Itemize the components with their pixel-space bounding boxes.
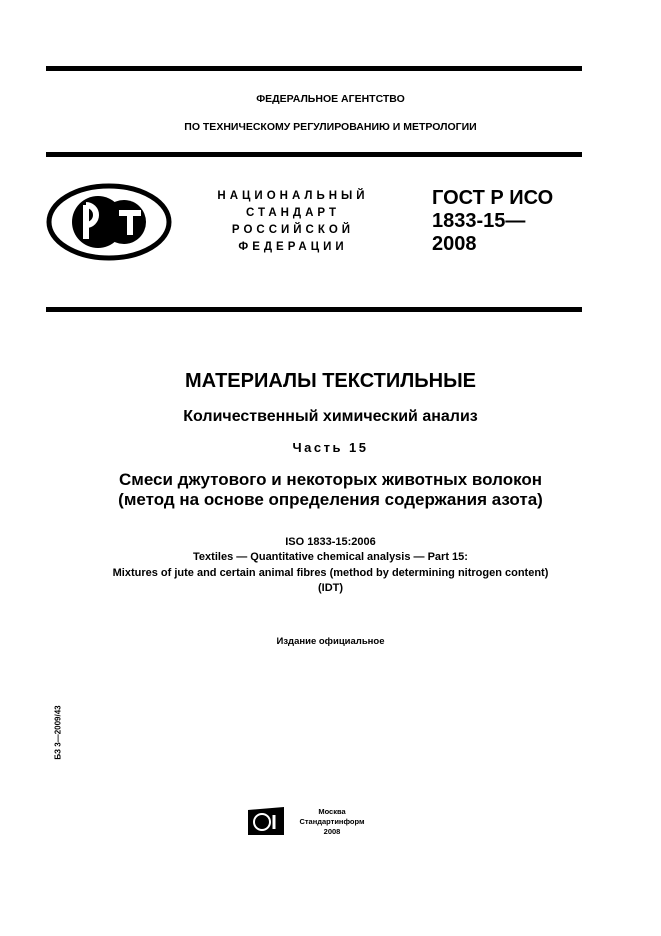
publisher-name: Стандартинформ: [299, 817, 365, 826]
standard-type-line: ФЕДЕРАЦИИ: [238, 241, 348, 253]
document-subtitle: Количественный химический анализ: [183, 408, 478, 425]
designation-line: 2008: [432, 233, 477, 255]
header-rule: [46, 152, 582, 157]
publisher-logo: [247, 806, 285, 836]
part-title-2: (метод на основе определения содержания азота): [118, 490, 543, 509]
side-code: БЗ 3—2009/43: [53, 705, 63, 760]
designation-rule: [46, 307, 582, 312]
standard-type-line: РОССИЙСКОЙ: [231, 224, 355, 236]
iso-equivalence: (IDT): [317, 582, 344, 594]
iso-reference: ISO 1833-15:2006: [285, 536, 376, 548]
standard-type: [208, 188, 378, 256]
publisher-info: [296, 807, 368, 837]
agency-line-1: ФЕДЕРАЛЬНОЕ АГЕНТСТВО: [256, 93, 405, 105]
part-title-1: Смеси джутового и некоторых животных волокон: [118, 470, 543, 489]
agency-line-2: ПО ТЕХНИЧЕСКОМУ РЕГУЛИРОВАНИЮ И МЕТРОЛОГИИ: [184, 121, 477, 133]
part-number: Часть 15: [292, 440, 369, 455]
iso-title-2: Mixtures of jute and certain animal fibres (method by determining nitrogen content): [112, 567, 549, 579]
top-rule: [46, 66, 582, 71]
standard-type-line: СТАНДАРТ: [246, 207, 340, 219]
rst-logo: [46, 183, 172, 261]
edition-label: Издание официальное: [276, 636, 385, 647]
designation-line: 1833-15—: [432, 210, 526, 232]
designation: [432, 187, 553, 256]
publisher-city: Москва: [318, 807, 346, 816]
publisher-year: 2008: [323, 827, 341, 836]
document-title: МАТЕРИАЛЫ ТЕКСТИЛЬНЫЕ: [184, 370, 477, 392]
iso-title-1: Textiles — Quantitative chemical analysis — Part 15:: [193, 551, 468, 563]
standard-type-line: НАЦИОНАЛЬНЫЙ: [217, 190, 369, 202]
designation-line: ГОСТ Р ИСО: [432, 187, 554, 209]
